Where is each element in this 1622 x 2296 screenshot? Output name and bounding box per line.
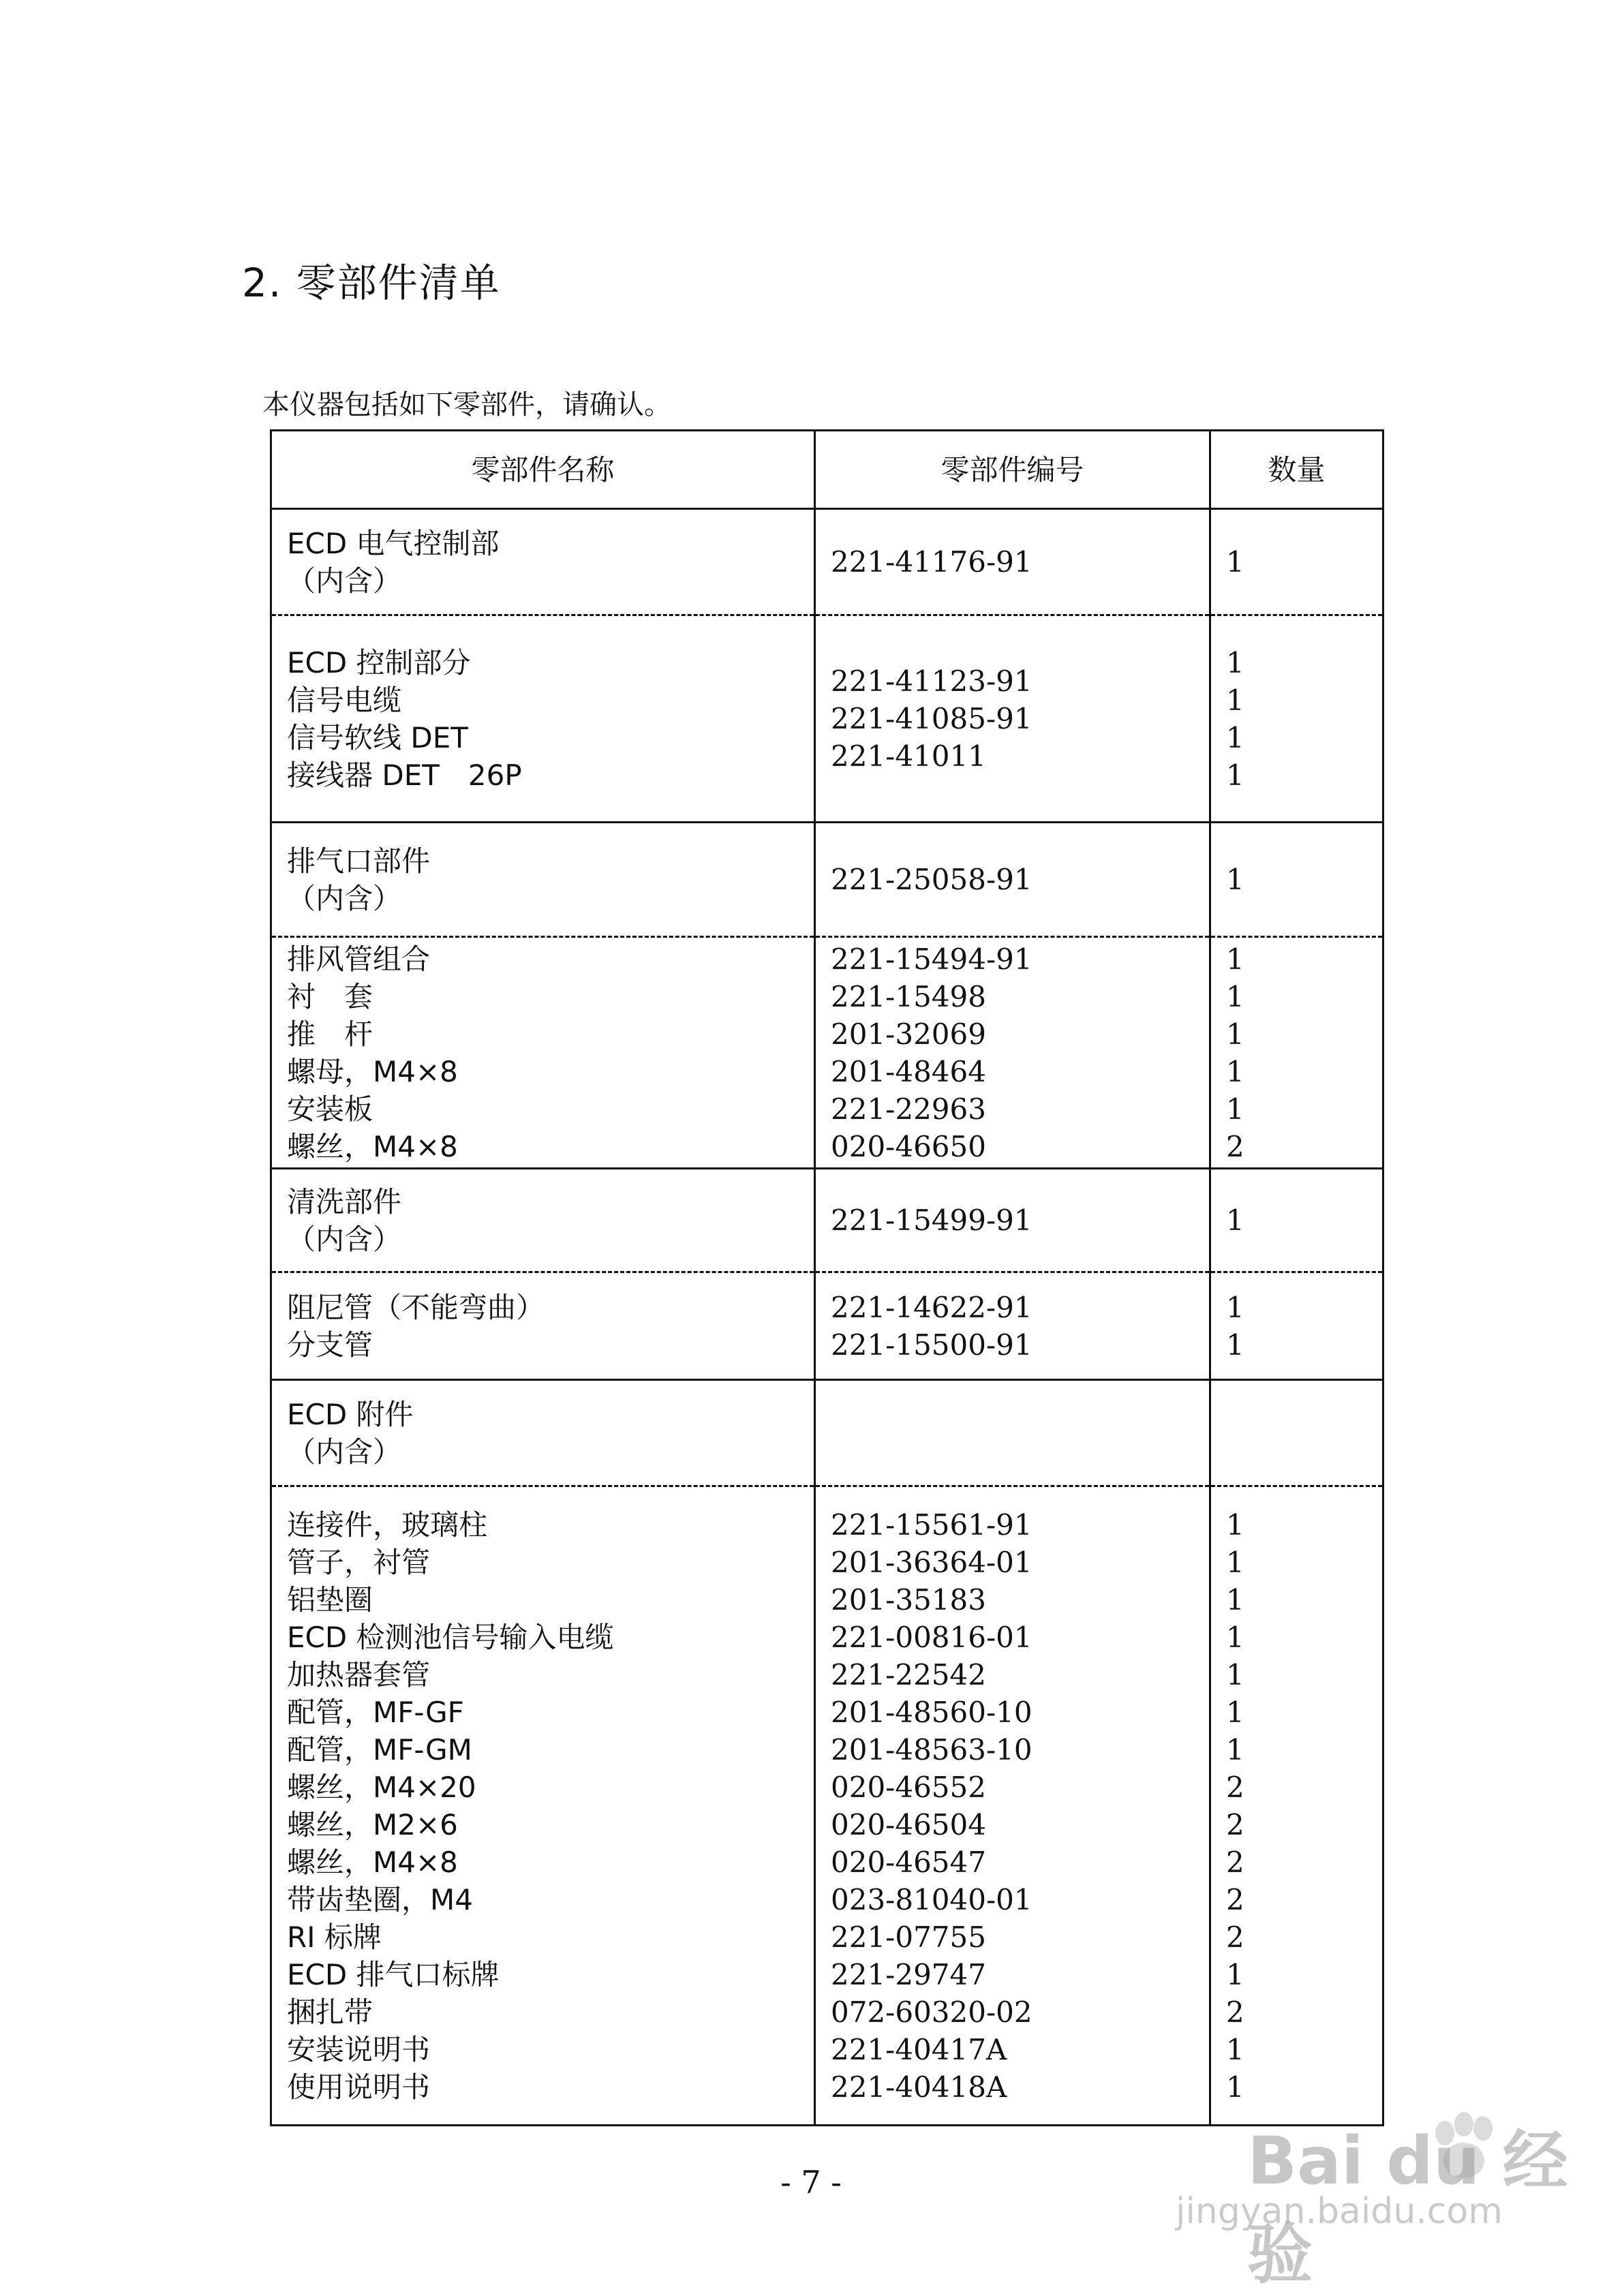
- part-name: 螺丝，M2×6: [287, 1807, 458, 1841]
- quantity-cell: [1210, 1380, 1383, 1486]
- part-number: 201-48560-10: [831, 1695, 1032, 1729]
- quantity: 1: [1226, 1657, 1244, 1692]
- table-row: [271, 1169, 1383, 1272]
- page-number: - 7 -: [780, 2164, 842, 2201]
- part-number-cell: [815, 823, 1210, 937]
- quantity: 2: [1226, 1807, 1244, 1841]
- quantity: 2: [1226, 1845, 1244, 1879]
- part-number: 221-41011: [831, 739, 986, 773]
- part-name: 信号电缆: [287, 683, 402, 717]
- part-name: （内含）: [287, 564, 402, 598]
- part-number-cell: [815, 1380, 1210, 1486]
- part-number: 201-48464: [831, 1054, 986, 1088]
- part-name: 铝垫圈: [287, 1582, 373, 1617]
- parts-table: [270, 429, 1384, 2126]
- part-name: 信号软线 DET: [287, 720, 468, 754]
- part-number: 221-07755: [831, 1920, 986, 1954]
- part-number: 221-41123-91: [831, 664, 1032, 698]
- part-number: 072-60320-02: [831, 1995, 1032, 2029]
- part-number: 221-15498: [831, 979, 986, 1013]
- quantity-cell: [1210, 823, 1383, 937]
- table-row: [271, 1272, 1383, 1380]
- quantity: 1: [1226, 1957, 1244, 1991]
- part-number: 221-41085-91: [831, 702, 1032, 735]
- part-number: 221-40417A: [831, 2032, 1007, 2066]
- table-row: [271, 1486, 1383, 2126]
- part-name: （内含）: [287, 881, 402, 915]
- part-name-cell: [271, 823, 815, 937]
- part-number: 221-22963: [831, 1092, 986, 1126]
- table-row: [271, 615, 1383, 823]
- part-name: （内含）: [287, 1435, 402, 1469]
- parts-table-body: [271, 509, 1383, 2126]
- table-row: [271, 1380, 1383, 1486]
- part-name: 加热器套管: [287, 1657, 431, 1692]
- quantity: 1: [1226, 2070, 1244, 2104]
- page-heading: 2. 零部件清单: [242, 260, 501, 306]
- part-name: 管子，衬管: [287, 1545, 431, 1579]
- quantity: 1: [1226, 545, 1244, 579]
- part-number: 221-15499-91: [831, 1204, 1032, 1237]
- part-number: 221-22542: [831, 1657, 986, 1692]
- table-row: [271, 937, 1383, 1169]
- quantity: 1: [1226, 1507, 1244, 1542]
- quantity-cell: [1210, 615, 1383, 823]
- table-row: [271, 823, 1383, 937]
- watermark-brand: Bai du 经验: [1247, 2123, 1568, 2293]
- part-name-cell: [271, 1272, 815, 1380]
- part-name: ECD 附件: [287, 1397, 414, 1431]
- part-name: 螺母，M4×8: [287, 1054, 458, 1088]
- quantity: 1: [1226, 1328, 1244, 1362]
- quantity: 1: [1226, 758, 1244, 792]
- part-number: 221-25058-91: [831, 863, 1032, 896]
- part-name: 接线器 DET 26P: [287, 758, 522, 792]
- quantity: 1: [1226, 1732, 1244, 1766]
- part-name: 带齿垫圈，M4: [287, 1882, 473, 1916]
- part-name: RI 标牌: [287, 1920, 382, 1954]
- part-name: 安装说明书: [287, 2032, 431, 2066]
- table-row: [271, 509, 1383, 615]
- quantity: 1: [1226, 942, 1244, 976]
- part-number: 023-81040-01: [831, 1882, 1032, 1916]
- quantity-cell: [1210, 1486, 1383, 2126]
- part-name-cell: [271, 509, 815, 615]
- part-name-cell: [271, 1169, 815, 1272]
- part-number: 020-46504: [831, 1807, 986, 1841]
- part-number: 221-15494-91: [831, 942, 1032, 976]
- part-name: 使用说明书: [287, 2070, 431, 2104]
- part-number: 201-35183: [831, 1582, 986, 1617]
- part-name: 排气口部件: [287, 844, 431, 878]
- part-number: 020-46552: [831, 1770, 986, 1804]
- quantity: 2: [1226, 1920, 1244, 1954]
- part-name-cell: [271, 1380, 815, 1486]
- part-name: 配管，MF-GF: [287, 1695, 464, 1729]
- quantity: 1: [1226, 1290, 1244, 1324]
- header-part-name: 零部件名称: [271, 431, 815, 509]
- part-number-cell: [815, 1169, 1210, 1272]
- part-name: ECD 排气口标牌: [287, 1957, 500, 1991]
- quantity: 1: [1226, 2032, 1244, 2066]
- part-name: 安装板: [287, 1092, 373, 1126]
- part-name: 捆扎带: [287, 1995, 373, 2029]
- part-number: 221-15561-91: [831, 1507, 1032, 1542]
- quantity: 1: [1226, 1545, 1244, 1579]
- quantity: 1: [1226, 720, 1244, 754]
- part-number: 201-36364-01: [831, 1545, 1032, 1579]
- quantity: 1: [1226, 1620, 1244, 1654]
- part-name: ECD 检测池信号输入电缆: [287, 1620, 614, 1654]
- part-number: 221-15500-91: [831, 1328, 1032, 1362]
- quantity: 2: [1226, 1770, 1244, 1804]
- quantity: 1: [1226, 863, 1244, 896]
- part-name: 排风管组合: [287, 942, 431, 976]
- part-name: 连接件，玻璃柱: [287, 1507, 488, 1542]
- part-name: ECD 电气控制部: [287, 526, 500, 560]
- quantity-cell: [1210, 509, 1383, 615]
- part-number-cell: [815, 937, 1210, 1169]
- header-quantity: 数量: [1210, 431, 1383, 509]
- intro-text: 本仪器包括如下零部件，请确认。: [262, 389, 671, 420]
- quantity: 1: [1226, 1204, 1244, 1237]
- part-number: 221-00816-01: [831, 1620, 1032, 1654]
- quantity-cell: [1210, 1272, 1383, 1380]
- part-name: 分支管: [287, 1328, 373, 1362]
- part-name-cell: [271, 1486, 815, 2126]
- part-name: ECD 控制部分: [287, 645, 471, 679]
- part-name: 配管，MF-GM: [287, 1732, 472, 1766]
- quantity: 2: [1226, 1129, 1244, 1163]
- watermark-url: jingyan.baidu.com: [1176, 2191, 1503, 2232]
- part-number: 221-40418A: [831, 2070, 1007, 2104]
- quantity: 2: [1226, 1882, 1244, 1916]
- part-number: 221-14622-91: [831, 1290, 1032, 1324]
- quantity-cell: [1210, 937, 1383, 1169]
- part-name: 阻尼管（不能弯曲）: [287, 1290, 545, 1324]
- part-number-cell: [815, 1272, 1210, 1380]
- part-number-cell: [815, 509, 1210, 615]
- part-name-cell: [271, 937, 815, 1169]
- quantity: 1: [1226, 1054, 1244, 1088]
- part-name: 螺丝，M4×8: [287, 1845, 458, 1879]
- part-name: 螺丝，M4×8: [287, 1129, 458, 1163]
- part-number: 020-46547: [831, 1845, 986, 1879]
- part-number-cell: [815, 615, 1210, 823]
- part-name: （内含）: [287, 1222, 402, 1256]
- header-part-number: 零部件编号: [815, 431, 1210, 509]
- part-number: 201-48563-10: [831, 1732, 1032, 1766]
- quantity: 1: [1226, 683, 1244, 717]
- quantity: 2: [1226, 1995, 1244, 2029]
- part-number: 221-41176-91: [831, 545, 1032, 579]
- table-header-row: [271, 431, 1383, 509]
- quantity: 1: [1226, 645, 1244, 679]
- part-name: 推 杆: [287, 1017, 373, 1051]
- quantity-cell: [1210, 1169, 1383, 1272]
- part-name: 螺丝，M4×20: [287, 1770, 476, 1804]
- quantity: 1: [1226, 1092, 1244, 1126]
- quantity: 1: [1226, 1582, 1244, 1617]
- part-name: 衬 套: [287, 979, 373, 1013]
- quantity: 1: [1226, 1017, 1244, 1051]
- part-number: 201-32069: [831, 1017, 986, 1051]
- part-number: 221-29747: [831, 1957, 986, 1991]
- quantity: 1: [1226, 979, 1244, 1013]
- part-name-cell: [271, 615, 815, 823]
- quantity: 1: [1226, 1695, 1244, 1729]
- part-number: 020-46650: [831, 1129, 986, 1163]
- part-number-cell: [815, 1486, 1210, 2126]
- part-name: 清洗部件: [287, 1184, 402, 1219]
